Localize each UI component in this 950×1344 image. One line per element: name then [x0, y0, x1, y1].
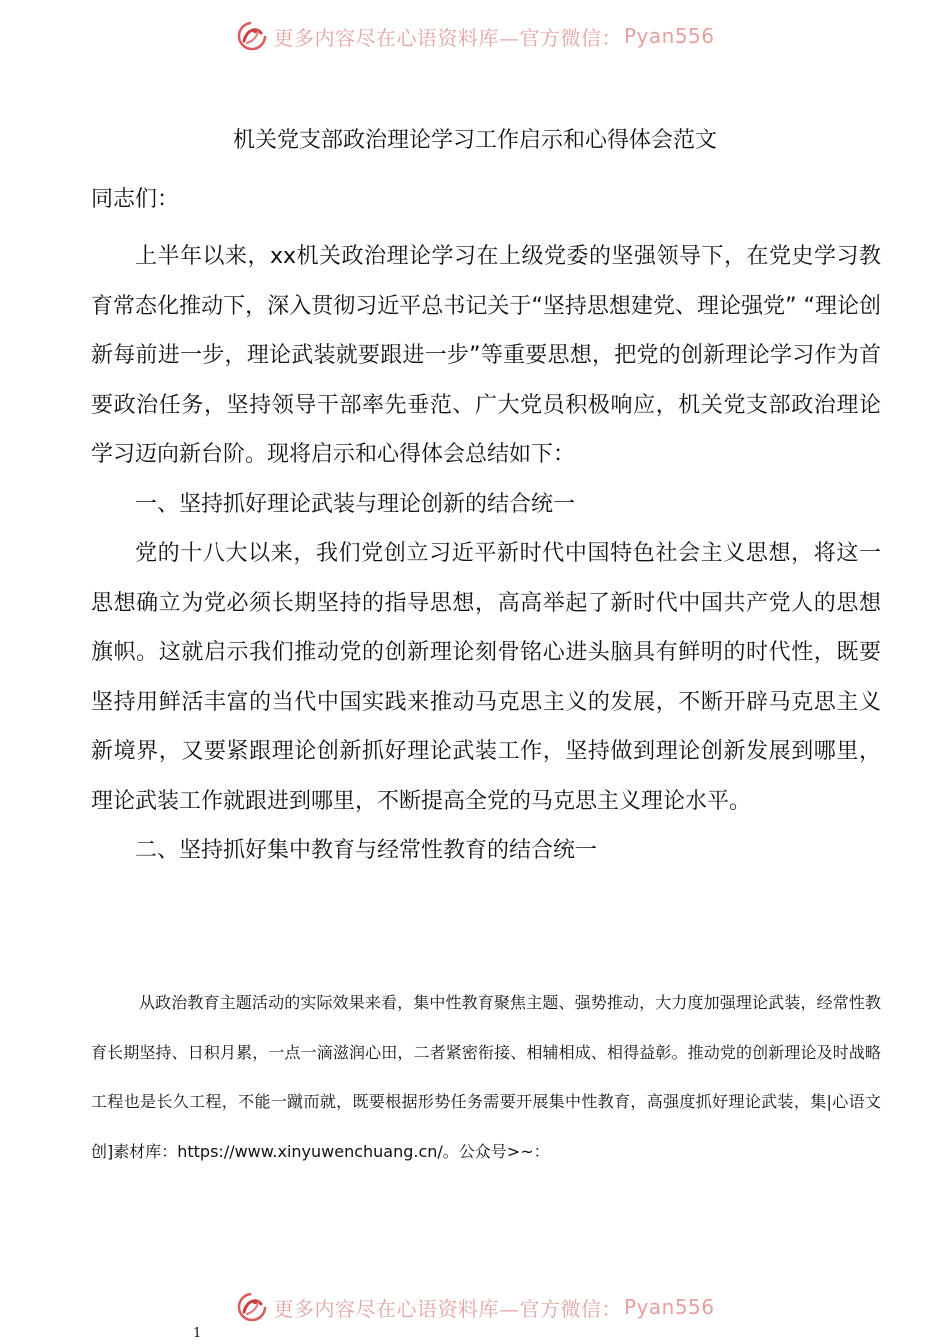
greeting: 同志们： [91, 187, 180, 212]
document-title: 机关党支部政治理论学习工作启示和心得体会范文 [232, 128, 717, 153]
header-watermark [0, 16, 950, 56]
watermark-wechat-id: Pyan556 [623, 1295, 715, 1319]
watermark-wechat-id: Pyan556 [623, 24, 715, 48]
page-number: 1 [193, 1326, 202, 1341]
document-body-small [91, 978, 881, 1176]
red-swirl-logo-icon [235, 19, 269, 53]
section-heading-1: 一、坚持抓好理论武装与理论创新的结合统一 [135, 491, 576, 517]
watermark-text: 更多内容尽在心语资料库—官方微信： [273, 25, 622, 50]
section-heading-2: 二、坚持抓好集中教育与经常性教育的结合统一 [135, 838, 598, 863]
red-swirl-logo-icon [235, 1290, 269, 1324]
document-body [91, 232, 881, 876]
watermark-text: 更多内容尽在心语资料库—官方微信： [273, 1296, 622, 1321]
paragraph-section-2: 从政治教育主题活动的实际效果来看，集中性教育聚焦主题、强势推动，大力度加强理论武装，经常性教育长期坚持、日积月累，一点一滴滋润心田，二者紧密衔接、相辅相成、相得益彰。推动党的创新理论及时战略工程也是长久工程，不能一蹴而就，既要根据形势任务需要开展集中性教育，高强度抓好理论武装，集|心语文创]素材库：https://www.xinyuwenchuang.cn/。公众号>~： [91, 993, 881, 1161]
footer-watermark [0, 1287, 950, 1327]
paragraph-section-1: 党的十八大以来，我们党创立习近平新时代中国特色社会主义思想，将这一思想确立为党必须长期坚持的指导思想，高高举起了新时代中国共产党人的思想旗帜。这就启示我们推动党的创新理论刻骨铭心进头脑具有鲜明的时代性，既要坚持用鲜活丰富的当代中国实践来推动马克思主义的发展，不断开辟马克思主义新境界，又要紧跟理论创新抓好理论武装工作，坚持做到理论创新发展到哪里，理论武装工作就跟进到哪里，不断提高全党的马克思主义理论水平。 [91, 541, 881, 814]
paragraph-intro: 上半年以来，xx机关政治理论学习在上级党委的坚强领导下，在党史学习教育常态化推动下，深入贯彻习近平总书记关于“坚持思想建党、理论强党” “理论创新每前进一步，理论武装就要跟进一步”等重要思想，把党的创新理论学习作为首要政治任务，坚持领导干部率先垂范、广大党员积极响应，机关党支部政治理论学习迈向新台阶。现将启示和心得体会总结如下： [91, 244, 881, 467]
